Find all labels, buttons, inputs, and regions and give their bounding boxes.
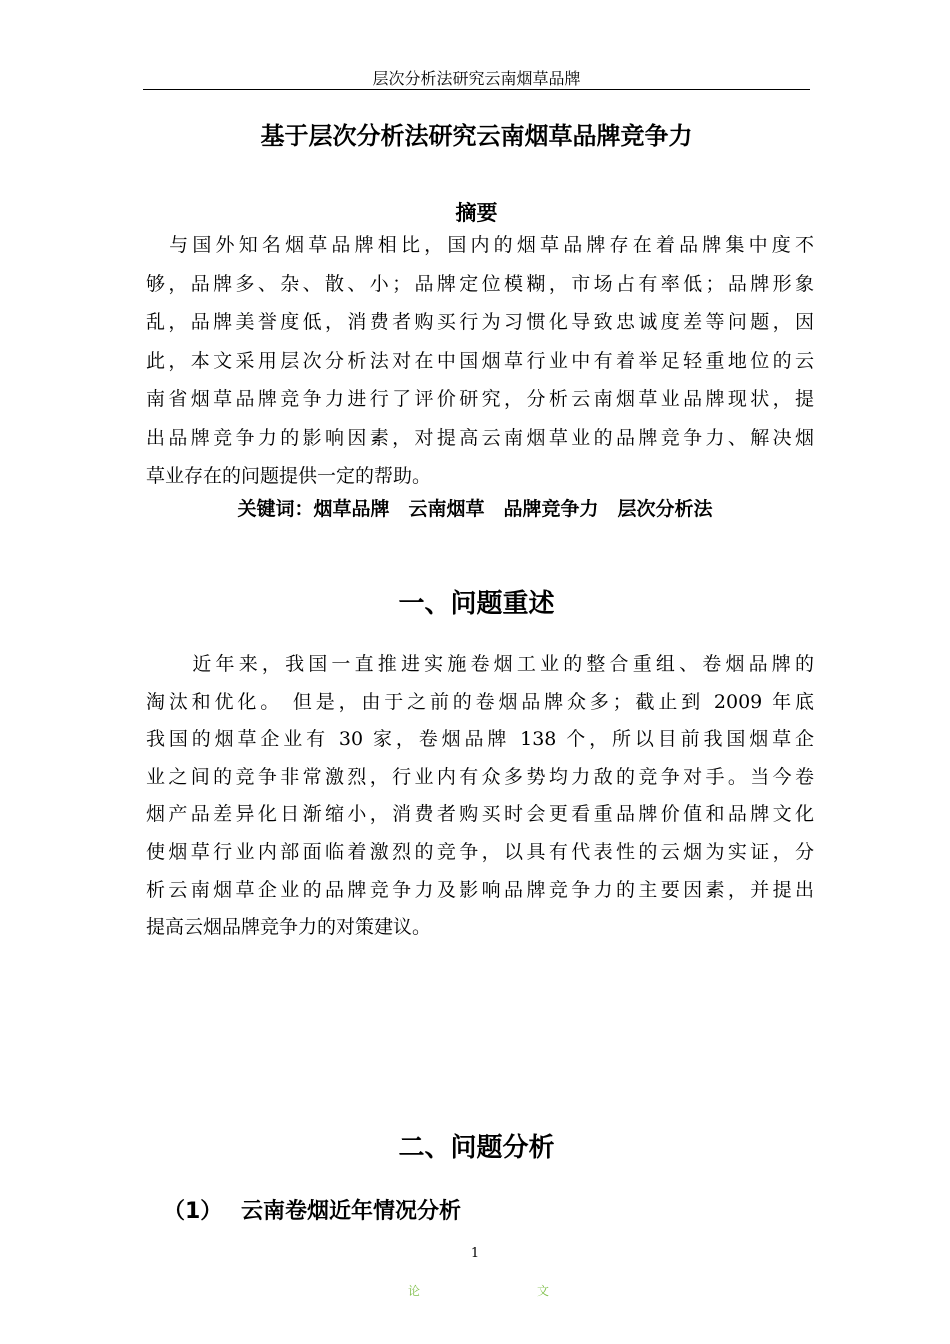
section-heading: 二、问题分析: [398, 1133, 555, 1163]
watermark-text: 文: [537, 1284, 550, 1298]
abstract-line: 草业存在的问题提供一定的帮助。: [146, 465, 432, 487]
abstract-line: 南省烟草品牌竞争力进行了评价研究，分析云南烟草业品牌现状，提: [146, 388, 814, 410]
abstract-body: [146, 226, 814, 496]
abstract-heading: 摘要: [455, 201, 498, 225]
page-number: 1: [470, 1246, 480, 1261]
body-line: 析云南烟草企业的品牌竞争力及影响品牌竞争力的主要因素，并提出: [146, 878, 814, 901]
section-heading: 一、问题重述: [398, 589, 555, 619]
body-line: 我国的烟草企业有 30 家，卷烟品牌 138 个，所以目前我国烟草企: [146, 728, 814, 751]
paper-title: 基于层次分析法研究云南烟草品牌竞争力: [260, 122, 693, 150]
abstract-line: 与国外知名烟草品牌相比，国内的烟草品牌存在着品牌集中度不: [146, 234, 814, 256]
abstract-line: 乱，品牌美誉度低，消费者购买行为习惯化导致忠诚度差等问题，因: [146, 311, 814, 333]
header-divider: [143, 89, 810, 90]
abstract-line: 此，本文采用层次分析法对在中国烟草行业中有着举足轻重地位的云: [146, 349, 814, 372]
body-line: 使烟草行业内部面临着激烈的竞争，以具有代表性的云烟为实证，分: [146, 840, 814, 863]
abstract-line: 够，品牌多、杂、散、小；品牌定位模糊，市场占有率低；品牌形象: [146, 272, 814, 295]
body-line: 提高云烟品牌竞争力的对策建议。: [146, 916, 432, 939]
running-header: 层次分析法研究云南烟草品牌: [372, 69, 581, 88]
keywords: 关键词：烟草品牌 云南烟草 品牌竞争力 层次分析法: [237, 498, 713, 520]
body-line: 业之间的竞争非常激烈，行业内有众多势均力敌的竞争对手。当今卷: [146, 765, 814, 788]
section-body: [146, 646, 814, 947]
watermark-text: 论: [408, 1284, 421, 1298]
body-line: 近年来，我国一直推进实施卷烟工业的整合重组、卷烟品牌的: [146, 653, 814, 675]
abstract-line: 出品牌竞争力的影响因素，对提高云南烟草业的品牌竞争力、解决烟: [146, 426, 814, 449]
body-line: 烟产品差异化日渐缩小，消费者购买时会更看重品牌价值和品牌文化: [146, 803, 814, 826]
subsection-heading: （1） 云南卷烟近年情况分析: [163, 1199, 461, 1224]
body-line: 淘汰和优化。 但是，由于之前的卷烟品牌众多；截止到 2009 年底: [146, 690, 814, 713]
